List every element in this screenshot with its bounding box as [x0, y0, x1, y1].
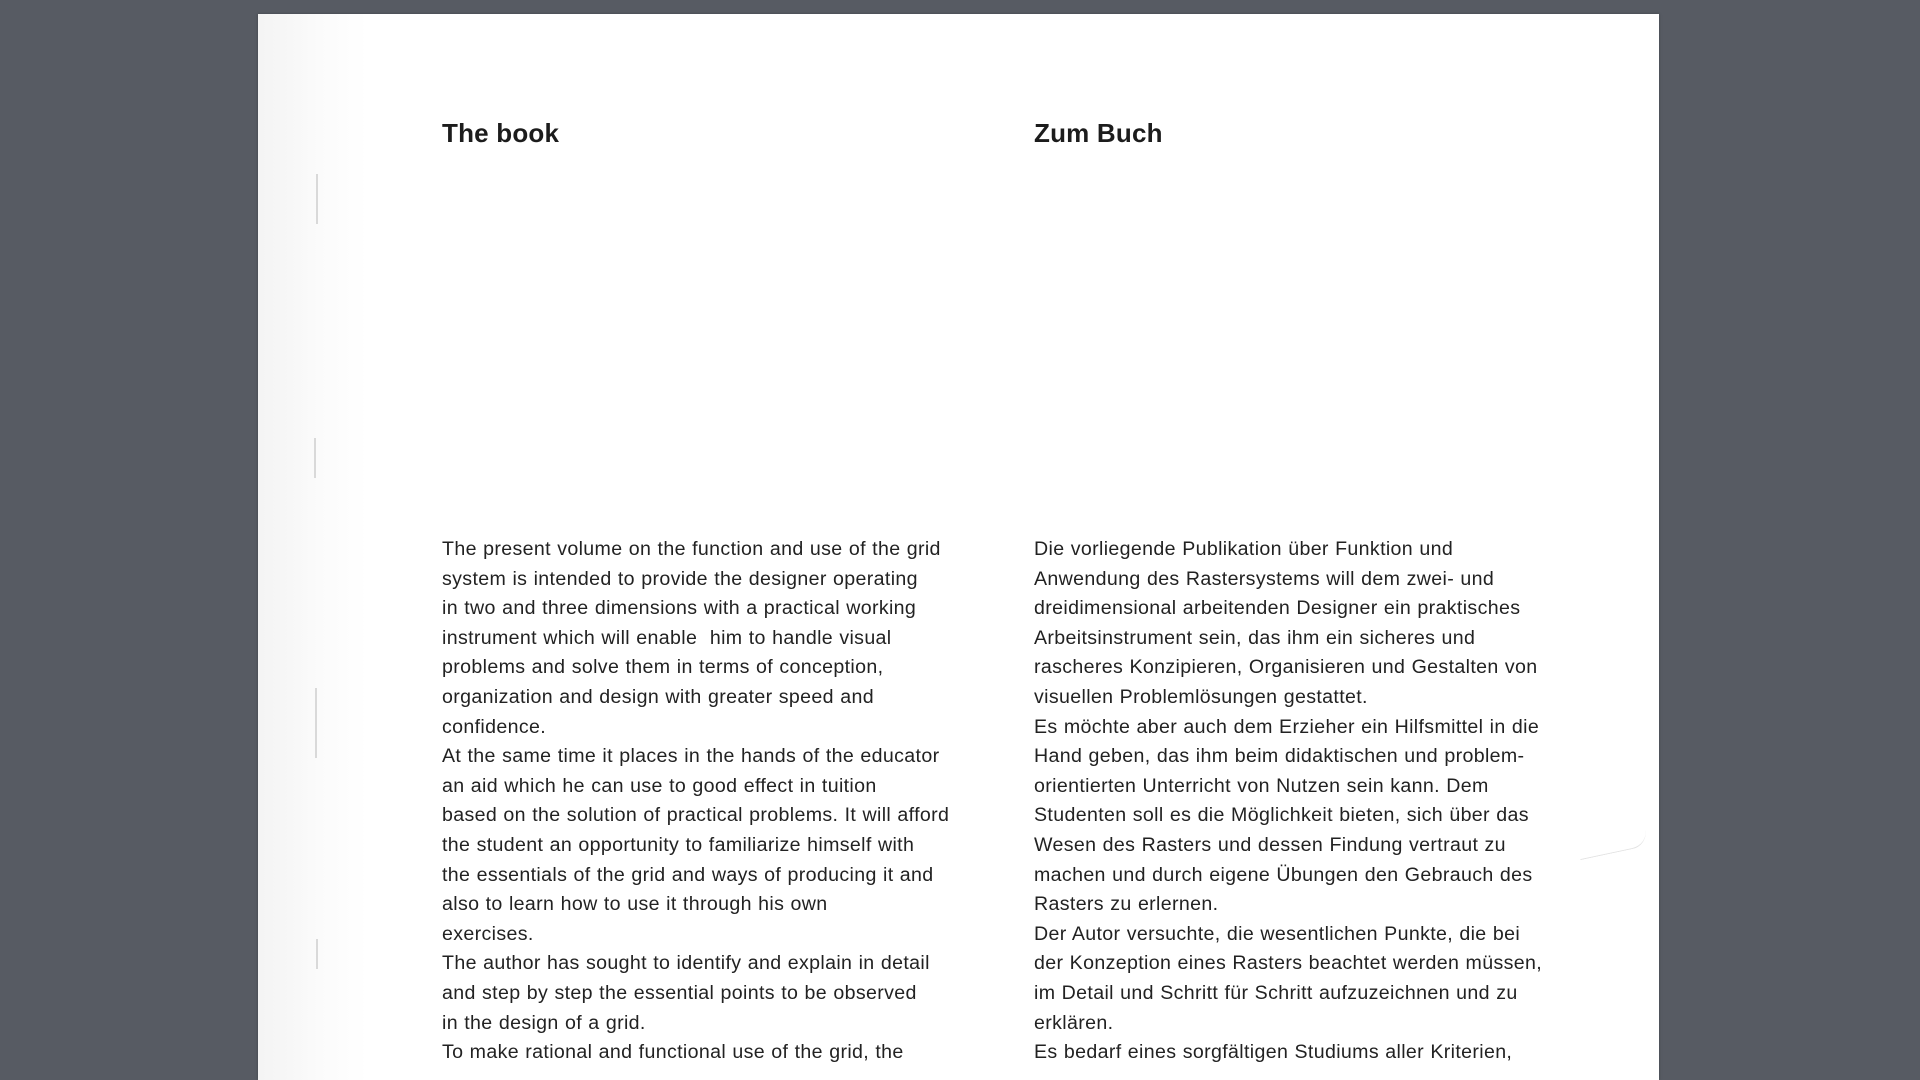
page-fold-mark — [1577, 829, 1649, 860]
text-line: the student an opportunity to familiarize himself with — [442, 833, 915, 856]
text-line: in the design of a grid. — [442, 1011, 646, 1034]
heading-german: Zum Buch — [1034, 118, 1163, 148]
text-line: Arbeitsinstrument sein, das ihm ein sicheres und — [1034, 626, 1476, 649]
text-line: system is intended to provide the designer operating — [442, 567, 918, 590]
text-line: and step by step the essential points to be observed — [442, 981, 917, 1004]
english-body-text — [442, 535, 949, 1068]
heading-english: The book — [442, 118, 560, 148]
text-line: exercises. — [442, 922, 534, 945]
text-line: Die vorliegende Publikation über Funktion und — [1034, 538, 1454, 560]
text-line: also to learn how to use it through his own — [442, 893, 828, 916]
text-line: visuellen Problemlösungen gestattet. — [1034, 685, 1368, 708]
text-line: Studenten soll es die Möglichkeit bieten, sich über das — [1034, 804, 1529, 827]
text-line: in two and three dimensions with a practical working — [442, 597, 917, 620]
text-line: problems and solve them in terms of conception, — [442, 656, 884, 679]
text-line: Hand geben, das ihm beim didaktischen und problem- — [1034, 745, 1525, 768]
text-line: an aid which he can use to good effect in tuition — [442, 774, 877, 797]
text-line: confidence. — [442, 715, 547, 738]
text-line: To make rational and functional use of the grid, the — [442, 1041, 904, 1064]
text-line: Wesen des Rasters und dessen Findung vertraut zu — [1034, 833, 1506, 856]
text-line: Der Autor versuchte, die wesentlichen Punkte, die bei — [1034, 922, 1521, 945]
text-line: Anwendung des Rastersystems will dem zwei- und — [1034, 567, 1495, 590]
text-line: im Detail und Schritt für Schritt aufzuzeichnen und zu — [1034, 981, 1518, 1004]
text-line: At the same time it places in the hands of the educator — [442, 745, 940, 768]
page-gutter-shadow — [258, 14, 368, 1080]
text-line: orientierten Unterricht von Nutzen sein kann. Dem — [1034, 774, 1489, 797]
binding-mark — [316, 939, 318, 969]
text-line: organization and design with greater speed and — [442, 685, 874, 708]
text-line: dreidimensional arbeitenden Designer ein praktisches — [1034, 597, 1521, 620]
text-line: the essentials of the grid and ways of producing it and — [442, 863, 934, 886]
text-line: The present volume on the function and use of the grid — [442, 538, 941, 560]
text-line: based on the solution of practical problems. It will afford — [442, 804, 950, 827]
text-line: Rasters zu erlernen. — [1034, 893, 1219, 916]
text-line: Es bedarf eines sorgfältigen Studiums aller Kriterien, — [1034, 1041, 1513, 1064]
document-page — [258, 14, 1659, 1080]
binding-mark — [315, 688, 317, 758]
text-line: instrument which will enable him to handle visual — [442, 626, 892, 649]
text-line: rascheres Konzipieren, Organisieren und Gestalten von — [1034, 656, 1538, 679]
text-line: Es möchte aber auch dem Erzieher ein Hilfsmittel in die — [1034, 715, 1540, 738]
binding-mark — [316, 174, 318, 224]
text-line: The author has sought to identify and explain in detail — [442, 952, 930, 975]
text-line: erklären. — [1034, 1011, 1114, 1034]
text-line: der Konzeption eines Rasters beachtet werden müssen, — [1034, 952, 1543, 975]
german-body-text — [1034, 535, 1542, 1068]
text-line: machen und durch eigene Übungen den Gebrauch des — [1034, 863, 1533, 886]
binding-mark — [314, 438, 316, 478]
